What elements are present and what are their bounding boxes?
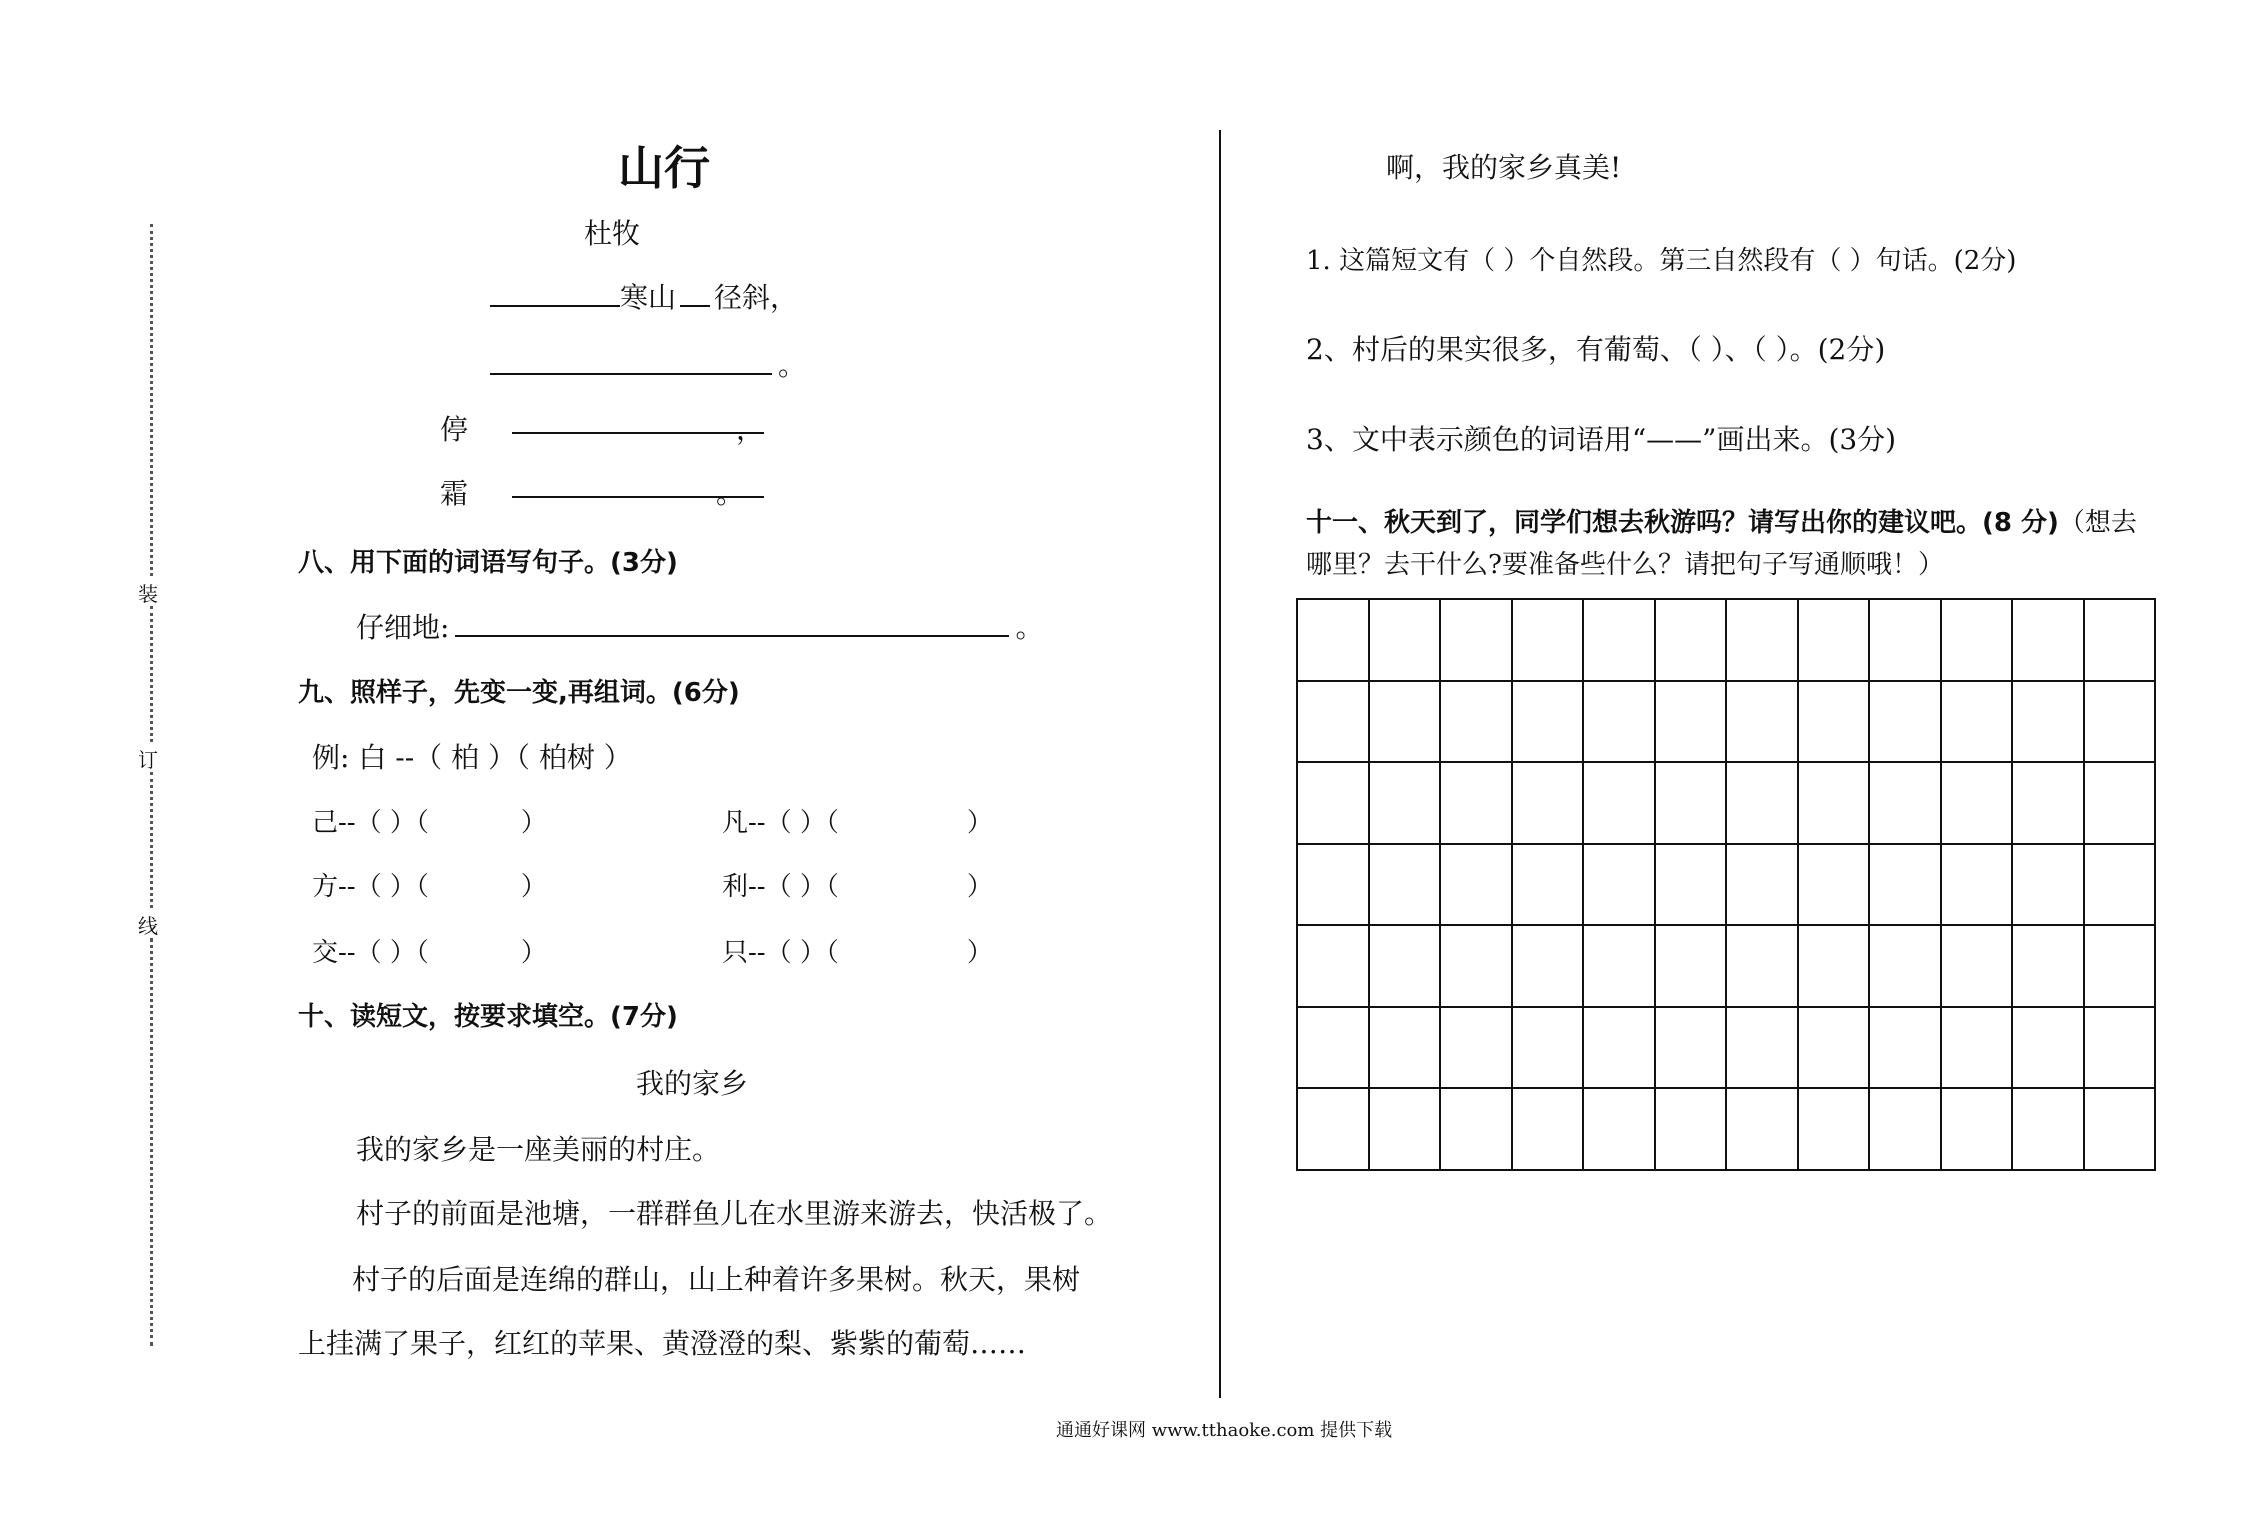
- writing-grid[interactable]: [1296, 598, 2156, 1171]
- grid-cell[interactable]: [1869, 1007, 1941, 1089]
- grid-cell[interactable]: [1941, 599, 2013, 681]
- grid-cell[interactable]: [1583, 844, 1655, 926]
- q9-item-1[interactable]: 己--（ ）（ ）: [312, 808, 547, 838]
- blank[interactable]: [680, 281, 710, 307]
- grid-cell[interactable]: [1798, 1088, 1870, 1170]
- grid-cell[interactable]: [2012, 762, 2084, 844]
- grid-cell[interactable]: [1726, 762, 1798, 844]
- grid-cell[interactable]: [1369, 844, 1441, 926]
- passage-p4: 啊，我的家乡真美!: [1386, 151, 1622, 184]
- grid-cell[interactable]: [1655, 1007, 1727, 1089]
- q9-item-3[interactable]: 方--（ ）（ ）: [312, 872, 547, 902]
- grid-cell[interactable]: [1369, 762, 1441, 844]
- q11-note-b: 哪里？去干什么?要准备些什么？请把句子写通顺哦！）: [1306, 550, 1944, 580]
- q10-heading: 十、读短文，按要求填空。(7分): [298, 1002, 678, 1032]
- grid-cell[interactable]: [1297, 1088, 1369, 1170]
- binding-label-ding: 订: [138, 748, 158, 772]
- grid-cell[interactable]: [1369, 681, 1441, 763]
- grid-cell[interactable]: [1869, 762, 1941, 844]
- grid-cell[interactable]: [1655, 599, 1727, 681]
- grid-cell[interactable]: [1440, 1088, 1512, 1170]
- poem-line-2: 。: [490, 344, 806, 384]
- grid-cell[interactable]: [1440, 599, 1512, 681]
- grid-cell[interactable]: [1798, 925, 1870, 1007]
- grid-cell[interactable]: [1369, 1088, 1441, 1170]
- passage-p1: 我的家乡是一座美丽的村庄。: [356, 1133, 721, 1166]
- blank[interactable]: [490, 281, 620, 307]
- poem-line-1: 寒山 径斜，: [490, 276, 798, 316]
- grid-cell[interactable]: [2012, 925, 2084, 1007]
- blank[interactable]: 。: [512, 472, 764, 498]
- grid-cell[interactable]: [1798, 762, 1870, 844]
- grid-cell[interactable]: [1297, 681, 1369, 763]
- grid-cell[interactable]: [1512, 844, 1584, 926]
- grid-cell[interactable]: [1440, 681, 1512, 763]
- q9-heading: 九、照样子，先变一变,再组词。(6分): [298, 678, 740, 708]
- grid-cell[interactable]: [1297, 925, 1369, 1007]
- grid-cell[interactable]: [1798, 599, 1870, 681]
- grid-cell[interactable]: [2084, 844, 2156, 926]
- grid-cell[interactable]: [1655, 1088, 1727, 1170]
- binding-dotted-line-top: [150, 224, 153, 576]
- writing-grid-table: [1296, 598, 2156, 1171]
- grid-cell[interactable]: [1297, 599, 1369, 681]
- grid-cell[interactable]: [1726, 925, 1798, 1007]
- grid-cell[interactable]: [1583, 1007, 1655, 1089]
- grid-cell[interactable]: [1869, 681, 1941, 763]
- binding-dotted-line-mid: [150, 606, 153, 742]
- binding-label-zhuang: 装: [138, 582, 158, 606]
- q8-blank[interactable]: [455, 611, 1009, 637]
- grid-cell[interactable]: [2012, 1088, 2084, 1170]
- grid-cell[interactable]: [1512, 1007, 1584, 1089]
- q11-note-a: （想去: [2058, 508, 2137, 538]
- grid-cell[interactable]: [1440, 925, 1512, 1007]
- grid-cell[interactable]: [1869, 925, 1941, 1007]
- grid-cell[interactable]: [2084, 1007, 2156, 1089]
- q9-item-2[interactable]: 凡--（ ）（ ）: [722, 808, 993, 838]
- grid-cell[interactable]: [1726, 1007, 1798, 1089]
- grid-cell[interactable]: [1655, 681, 1727, 763]
- grid-cell[interactable]: [1941, 1007, 2013, 1089]
- grid-cell[interactable]: [1941, 762, 2013, 844]
- poem-line-3: 停 ，: [440, 408, 764, 448]
- grid-cell[interactable]: [1512, 599, 1584, 681]
- grid-cell[interactable]: [1583, 925, 1655, 1007]
- grid-cell[interactable]: [1941, 925, 2013, 1007]
- grid-cell[interactable]: [1941, 1088, 2013, 1170]
- page-divider: [1219, 130, 1221, 1398]
- grid-cell[interactable]: [1655, 925, 1727, 1007]
- grid-cell[interactable]: [1726, 599, 1798, 681]
- grid-cell[interactable]: [1726, 681, 1798, 763]
- q8-line: 仔细地: 。: [356, 611, 1044, 644]
- grid-cell[interactable]: [1512, 925, 1584, 1007]
- grid-cell[interactable]: [1297, 844, 1369, 926]
- grid-cell[interactable]: [1440, 844, 1512, 926]
- grid-cell[interactable]: [1440, 762, 1512, 844]
- grid-cell[interactable]: [1798, 1007, 1870, 1089]
- q11-heading: 十一、秋天到了，同学们想去秋游吗？请写出你的建议吧。(8 分): [1306, 508, 2059, 538]
- binding-label-xian: 线: [138, 914, 158, 938]
- grid-cell[interactable]: [1941, 681, 2013, 763]
- grid-cell[interactable]: [2012, 844, 2084, 926]
- grid-cell[interactable]: [2084, 925, 2156, 1007]
- grid-cell[interactable]: [1512, 681, 1584, 763]
- grid-cell[interactable]: [1297, 1007, 1369, 1089]
- grid-cell[interactable]: [1726, 844, 1798, 926]
- footer-source: 通通好课网 www.tthaoke.com 提供下载: [1056, 1420, 1393, 1441]
- q9-item-5[interactable]: 交--（ ）（ ）: [312, 938, 547, 968]
- grid-cell[interactable]: [1512, 762, 1584, 844]
- passage-title: 我的家乡: [636, 1067, 749, 1100]
- grid-cell[interactable]: [2084, 681, 2156, 763]
- grid-cell[interactable]: [1369, 599, 1441, 681]
- grid-cell[interactable]: [1583, 762, 1655, 844]
- grid-cell[interactable]: [2012, 681, 2084, 763]
- q10-question-2: 2、村后的果实很多，有葡萄、（ ）、（ ）。(2分): [1306, 333, 1886, 366]
- grid-cell[interactable]: [1798, 681, 1870, 763]
- grid-cell[interactable]: [1583, 681, 1655, 763]
- grid-cell[interactable]: [1798, 844, 1870, 926]
- q10-question-3: 3、文中表示颜色的词语用“——”画出来。(3分): [1306, 423, 1897, 456]
- passage-p2: 村子的前面是池塘，一群群鱼儿在水里游来游去，快活极了。: [356, 1197, 1113, 1230]
- q8-heading: 八、用下面的词语写句子。(3分): [298, 548, 678, 578]
- grid-cell[interactable]: [1655, 762, 1727, 844]
- grid-cell[interactable]: [1941, 844, 2013, 926]
- q9-item-4[interactable]: 利--（ ）（ ）: [722, 872, 993, 902]
- grid-cell[interactable]: [1369, 925, 1441, 1007]
- q11-heading-line: [1306, 502, 2137, 539]
- grid-cell[interactable]: [2084, 762, 2156, 844]
- grid-cell[interactable]: [1369, 1007, 1441, 1089]
- grid-cell[interactable]: [1869, 599, 1941, 681]
- poem-title: 山行: [618, 141, 710, 195]
- grid-cell[interactable]: [2012, 1007, 2084, 1089]
- grid-cell[interactable]: [1726, 1088, 1798, 1170]
- q9-item-6[interactable]: 只--（ ）（ ）: [722, 938, 993, 968]
- grid-cell[interactable]: [1440, 1007, 1512, 1089]
- grid-cell[interactable]: [1512, 1088, 1584, 1170]
- grid-cell[interactable]: [1869, 844, 1941, 926]
- binding-dotted-line-mid2: [150, 772, 153, 908]
- grid-cell[interactable]: [1583, 1088, 1655, 1170]
- blank[interactable]: ，: [512, 408, 764, 434]
- blank[interactable]: [490, 349, 772, 375]
- grid-cell[interactable]: [1297, 762, 1369, 844]
- grid-cell[interactable]: [1869, 1088, 1941, 1170]
- passage-p3b: 上挂满了果子，红红的苹果、黄澄澄的梨、紫紫的葡萄……: [298, 1327, 1027, 1360]
- grid-cell[interactable]: [2084, 599, 2156, 681]
- q9-example: 例: 白 --（ 柏 ）（ 柏树 ）: [312, 741, 632, 774]
- poem-author: 杜牧: [584, 217, 641, 250]
- grid-cell[interactable]: [1655, 844, 1727, 926]
- grid-cell[interactable]: [2084, 1088, 2156, 1170]
- passage-p3a: 村子的后面是连绵的群山，山上种着许多果树。秋天，果树: [352, 1263, 1081, 1296]
- poem-line-4: 霜 。: [440, 472, 764, 512]
- grid-cell[interactable]: [2012, 599, 2084, 681]
- grid-cell[interactable]: [1583, 599, 1655, 681]
- binding-dotted-line-bottom: [150, 938, 153, 1346]
- q10-question-1: 1. 这篇短文有（ ）个自然段。第三自然段有（ ）句话。(2分): [1306, 246, 2017, 276]
